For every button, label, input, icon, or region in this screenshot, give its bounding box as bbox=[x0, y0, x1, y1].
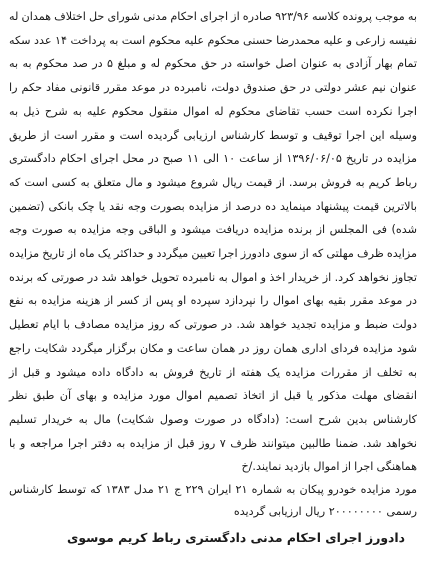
notice-body-text: به موجب پرونده کلاسه ۹۲۳/۹۶ صادره از اجرای احکام مدنی شورای حل اختلاف همدان له نفیسه زارعی و علیه محمدرضا حسنی محکوم علیه محکوم است به پرداخت ۱۴ عدد سکه تمام بهار آزادی به عنوان اصل خواسته در حق محکوم له و مبلغ ۵ در صد محکوم به به عنوان نیم عشر دولتی در حق صندوق دولت، نامبرده در موعد مقرر قانونی مفاد حکم را اجرا نکرده است حسب تقاضای محکوم له اموال منقول محکوم علیه به شرح ذیل به وسیله این اجرا توقیف و توسط کارشناس ارزیابی گردیده است و مقرر است از طریق مزایده در تاریخ ۱۳۹۶/۰۶/۰۵ از ساعت ۱۰ الی ۱۱ صبح در محل اجرای احکام دادگستری رباط کریم به فروش برسد. از قیمت ریال شروع میشود و مال متعلق به کسی است که بالاترین قیمت پیشنهاد مینماید ده درصد از مزایده بصورت وجه نقد یا چک بانکی (تضمین شده) فی المجلس از برنده مزایده دریافت میشود و الباقی وجه مزایده به صورت وجه مزایده ظرف مهلتی که از سوی دادورز اجرا تعیین میگردد و حداکثر یک ماه از تاریخ مزایده تجاوز نخواهد کرد. از خریدار اخذ و اموال به نامبرده تحویل خواهد شد در صورتی که برنده در موعد مقرر بقیه بهای اموال را نپردازد سپرده او پس از کسر از هزینه مزایده به نفع دولت ضبط و مزایده تجدید خواهد شد. در صورتی که روز مزایده مصادف با ایام تعطیل شود مزایده فردای اداری همان روز در همان ساعت و مکان برگزار میگردد شکایت راجع به تخلف از مقررات مزایده یک هفته از تاریخ فروش به دادگاه داده میشود و قبل از انقضای مهلت مذکور یا قبل از اتخاذ تصمیم اموال مورد مزایده و بهای آن طبق نظر کارشناس بدین شرح است: (دادگاه در صورت وصول شکایت) مال به خریدار تسلیم نخواهد شد. ضمنا طالبین میتوانند ظرف ۷ روز قبل از مزایده به دفتر اجرا مراجعه و با هماهنگی اجرا از اموال بازدید نمایند./خ bbox=[9, 10, 417, 474]
auction-item-description: مورد مزایده خودرو پیکان به شماره ۲۱ ایران ۲۲۹ ج ۲۱ مدل ۱۳۸۳ که توسط کارشناس رسمی ۲۰۰۰۰۰۰۰۰ ریال ارزیابی گردیده bbox=[9, 483, 417, 519]
notice-signature: دادورز اجرای احکام مدنی دادگستری رباط کریم موسوی bbox=[67, 530, 405, 546]
